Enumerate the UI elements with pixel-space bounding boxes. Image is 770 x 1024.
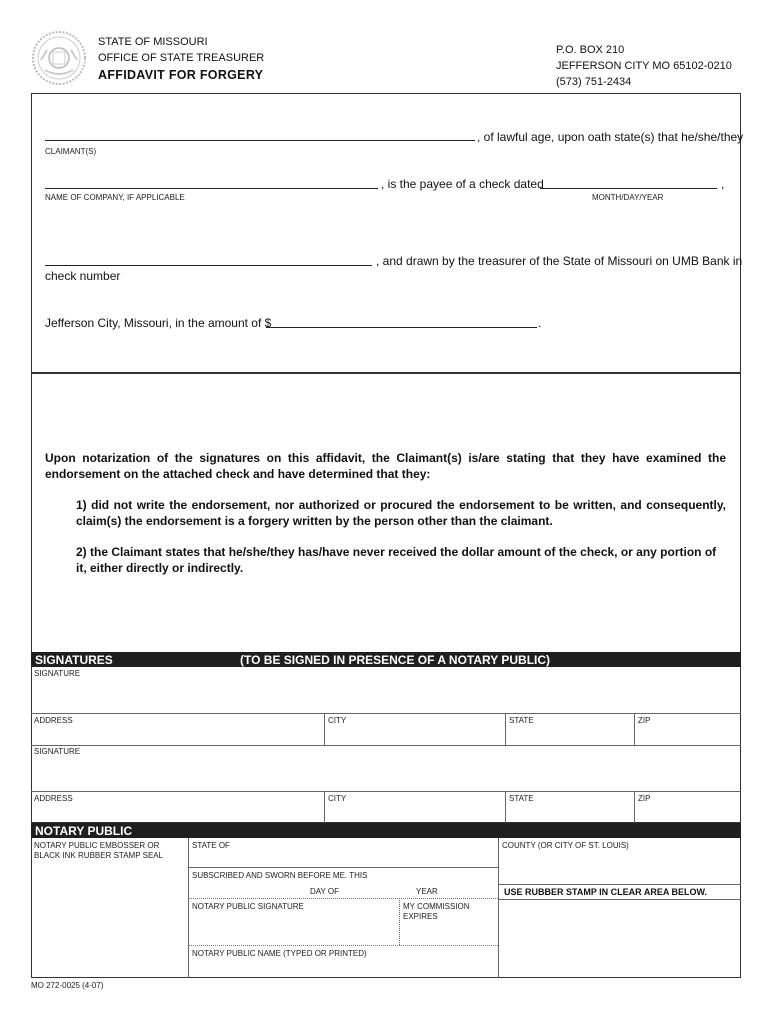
- claim-line1-text: , of lawful age, upon oath state(s) that he/she/they: [477, 130, 744, 144]
- signatures-header: [31, 652, 741, 667]
- zip-1-label: ZIP: [638, 716, 651, 725]
- notary-name-field[interactable]: [189, 960, 497, 977]
- sworn-label: SUBSCRIBED AND SWORN BEFORE ME. THIS: [192, 871, 368, 880]
- company-label: NAME OF COMPANY, IF APPLICABLE: [45, 193, 185, 202]
- signature-2-label: SIGNATURE: [34, 747, 81, 756]
- amount-field[interactable]: [266, 327, 537, 328]
- city-2-label: CITY: [328, 794, 347, 803]
- statement-item-2: 2) the Claimant states that he/she/they has/have never received the dollar amount of the check, or any portion of it, either directly or indirectly.: [76, 545, 717, 575]
- year-label: YEAR: [416, 887, 438, 896]
- city-1-label: CITY: [328, 716, 347, 725]
- claimants-field[interactable]: [45, 140, 475, 141]
- day-of-label: DAY OF: [310, 887, 340, 896]
- claim-line2-text: , is the payee of a check dated: [381, 177, 544, 191]
- embosser-label: NOTARY PUBLIC EMBOSSER OR BLACK INK RUBBER STAMP SEAL: [34, 841, 164, 860]
- check-number-label: check number: [45, 269, 121, 283]
- claim-line2-end: ,: [721, 177, 725, 191]
- signatures-title: SIGNATURES: [35, 653, 113, 667]
- statement-intro: Upon notarization of the signatures on this affidavit, the Claimant(s) is/are stating that they have examined the endorsement on the attached check and have determined that they:: [45, 451, 726, 481]
- signature-1-label: SIGNATURE: [34, 669, 81, 678]
- zip-2-label: ZIP: [638, 794, 651, 803]
- form-number: MO 272-0025 (4-07): [31, 981, 104, 990]
- missouri-state-seal-icon: [31, 30, 87, 86]
- stamp-instruction: USE RUBBER STAMP IN CLEAR AREA BELOW.: [504, 887, 708, 897]
- claimants-label: CLAIMANT(S): [45, 147, 97, 156]
- amount-end: .: [538, 316, 542, 330]
- state-name: STATE OF MISSOURI: [98, 36, 208, 48]
- signatures-subtitle: (TO BE SIGNED IN PRESENCE OF A NOTARY PUBLIC): [240, 653, 551, 667]
- phone-number: (573) 751-2434: [556, 76, 632, 88]
- state-1-label: STATE: [509, 716, 534, 725]
- amount-text: Jefferson City, Missouri, in the amount of $: [45, 316, 272, 330]
- city-zip: JEFFERSON CITY MO 65102-0210: [556, 60, 732, 72]
- notary-signature-label: NOTARY PUBLIC SIGNATURE: [192, 902, 304, 911]
- statement-item-1: 1) did not write the endorsement, nor authorized or procured the endorsement to be written, and consequently, claim(s) the endorsement is a forgery written by the person other than the claimant.: [76, 498, 726, 528]
- commission-label: MY COMMISSION EXPIRES: [403, 902, 470, 921]
- page-title: AFFIDAVIT FOR FORGERY: [98, 68, 264, 82]
- state-of-label: STATE OF: [192, 841, 230, 850]
- date-label: MONTH/DAY/YEAR: [592, 193, 664, 202]
- signature-2-field[interactable]: [32, 759, 740, 789]
- notary-header: [31, 823, 741, 838]
- address-2-label: ADDRESS: [34, 794, 73, 803]
- notary-name-label: NOTARY PUBLIC NAME (TYPED OR PRINTED): [192, 949, 367, 958]
- company-name-field[interactable]: [45, 188, 378, 189]
- po-box: P.O. BOX 210: [556, 44, 625, 56]
- rubber-stamp-area[interactable]: [499, 900, 740, 977]
- notary-signature-field[interactable]: [189, 913, 399, 943]
- claim-line3-text: , and drawn by the treasurer of the State of Missouri on UMB Bank in: [376, 254, 743, 268]
- check-date-field[interactable]: [540, 188, 717, 189]
- signature-1-field[interactable]: [32, 681, 740, 711]
- address-1-label: ADDRESS: [34, 716, 73, 725]
- notary-title: NOTARY PUBLIC: [35, 824, 133, 838]
- county-label: COUNTY (OR CITY OF ST. LOUIS): [502, 841, 629, 850]
- check-number-field[interactable]: [45, 265, 372, 266]
- office-name: OFFICE OF STATE TREASURER: [98, 52, 265, 64]
- state-2-label: STATE: [509, 794, 534, 803]
